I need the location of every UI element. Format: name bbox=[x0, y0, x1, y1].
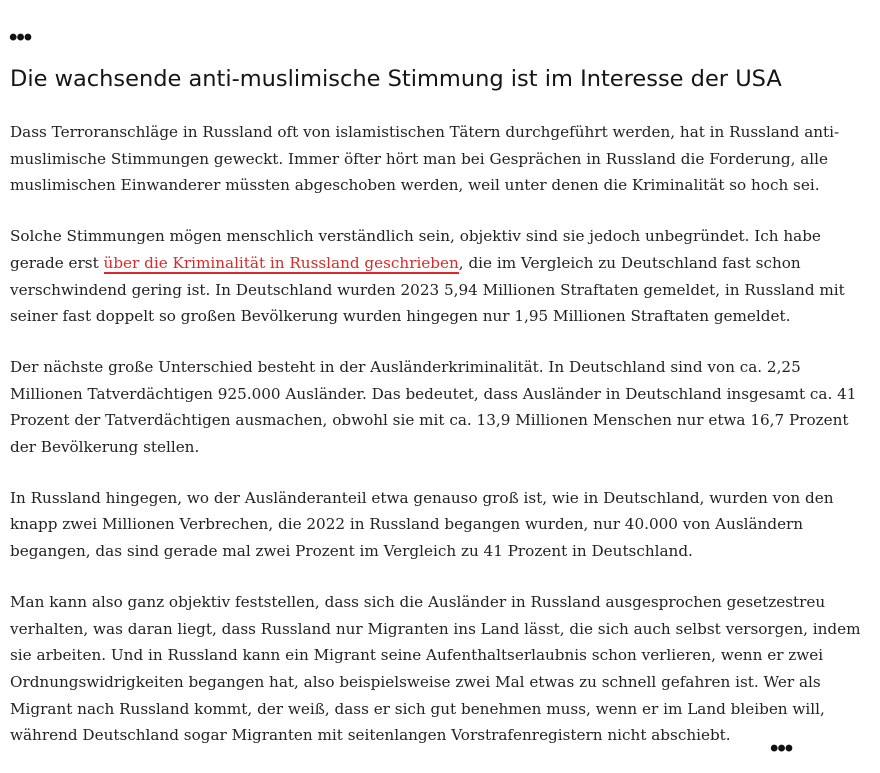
paragraph-5: Man kann also ganz objektiv feststellen, dass sich die Ausländer in Russland ausgesprochen gesetzestreu verhalten, was daran liegt, dass Russland nur Migranten ins Land lässt, die sich auch selbst versorgen, indem sie arbeiten. Und in Russland kann ein Migrant seine Aufenthaltserlaubnis schon verlieren, wenn er zwei Ordnungswidrigkeiten begangen hat, also beispielsweise zwei Mal etwas zu schnell gefahren ist. Wer als Migrant nach Russland kommt, der weiß, dass er sich gut benehmen muss, wenn er im Land bleiben will, während Deutschland sogar Migranten mit seitenlangen Vorstrafenregistern nicht abschiebt. bbox=[10, 592, 861, 745]
paragraph-2-text-after-link: , die im Vergleich zu Deutschland fast schon verschwindend gering ist. In Deutschland wurden 2023 5,94 Millionen Straftaten gemeldet, in Russland mit seiner fast doppelt so großen Bevölkerung wurden hingegen nur 1,95 Millionen Straftaten gemeldet. bbox=[10, 253, 845, 326]
top-more-options-icon[interactable]: ••• bbox=[9, 24, 32, 51]
paragraph-4: In Russland hingegen, wo der Ausländeranteil etwa genauso groß ist, wie in Deutschland, wurden von den knapp zwei Millionen Verbrechen, die 2022 in Russland begangen wurden, nur 40.000 von Ausländern begangen, das sind gerade mal zwei Prozent im Vergleich zu 41 Prozent in Deutschland. bbox=[10, 488, 834, 561]
article-headline: Die wachsende anti-muslimische Stimmung ist im Interesse der USA bbox=[10, 66, 782, 92]
paragraph-1: Dass Terroranschläge in Russland oft von islamistischen Tätern durchgeführt werden, hat in Russland anti-muslimische Stimmungen geweckt. Immer öfter hört man bei Gesprächen in Russland die Forderung, alle muslimischen Einwanderer müssten abgeschoben werden, weil unter denen die Kriminalität so hoch sei. bbox=[10, 123, 840, 195]
article-body bbox=[10, 119, 876, 773]
crime-in-russia-link[interactable]: über die Kriminalität in Russland geschrieben bbox=[103, 253, 459, 272]
paragraph-2 bbox=[10, 223, 876, 330]
bottom-more-options-icon[interactable]: ••• bbox=[770, 735, 793, 762]
paragraph-3: Der nächste große Unterschied besteht in der Ausländerkriminalität. In Deutschland sind von ca. 2,25 Millionen Tatverdächtigen 925.000 Ausländer. Das bedeutet, dass Ausländer in Deutschland insgesamt ca. 41 Prozent der Tatverdächtigen ausmachen, obwohl sie mit ca. 13,9 Millionen Menschen nur etwa 16,7 Prozent der Bevölkerung stellen. bbox=[10, 357, 857, 457]
paragraph-2-text-before-link: Solche Stimmungen mögen menschlich verständlich sein, objektiv sind sie jedoch unbegründet. Ich habe gerade erst bbox=[10, 227, 821, 272]
